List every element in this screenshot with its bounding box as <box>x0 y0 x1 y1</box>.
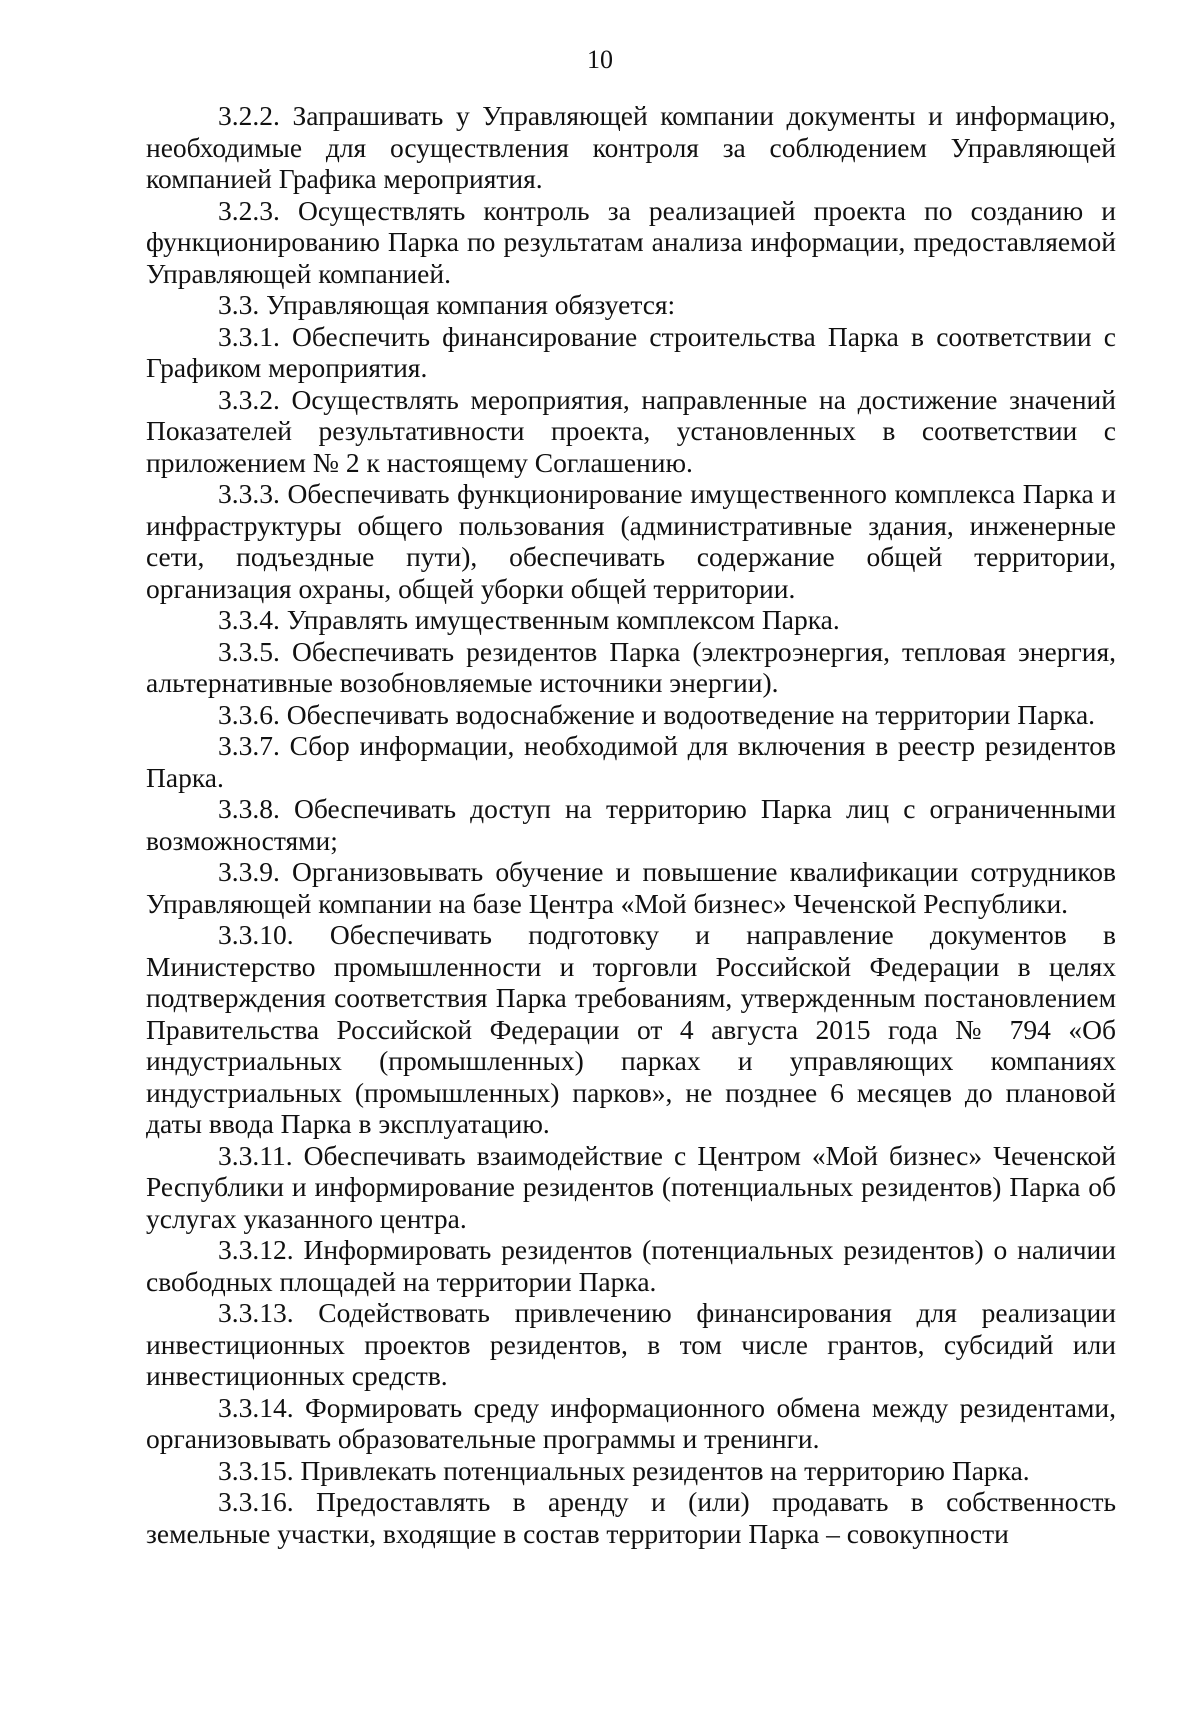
paragraph-3-3-8: 3.3.8. Обеспечивать доступ на территорию Парка лиц с ограниченными возможностями; <box>146 793 1116 856</box>
paragraph-3-3-2: 3.3.2. Осуществлять мероприятия, направленные на достижение значений Показателей результативности проекта, установленных в соответствии с приложением № 2 к настоящему Соглашению. <box>146 383 1116 478</box>
paragraph-3-3-13: 3.3.13. Содействовать привлечению финансирования для реализации инвестиционных проектов резидентов, в том числе грантов, субсидий или инвестиционных средств. <box>146 1297 1116 1391</box>
paragraph-3-3-4: 3.3.4. Управлять имущественным комплексом Парка. <box>218 604 840 635</box>
paragraph-3-3-5: 3.3.5. Обеспечивать резидентов Парка (электроэнергия, тепловая энергия, альтернативные возобновляемые источники энергии). <box>146 635 1116 698</box>
document-body <box>146 100 1116 1549</box>
paragraph-3-3-7: 3.3.7. Сбор информации, необходимой для включения в реестр резидентов Парка. <box>146 730 1116 793</box>
paragraph-3-2-2: 3.2.2. Запрашивать у Управляющей компании документы и информацию, необходимые для осуществления контроля за соблюдением Управляющей компанией Графика мероприятия. <box>146 100 1116 194</box>
paragraph-3-3-12: 3.3.12. Информировать резидентов (потенциальных резидентов) о наличии свободных площадей на территории Парка. <box>146 1234 1116 1297</box>
page-number: 10 <box>587 45 613 74</box>
paragraph-3-3-3: 3.3.3. Обеспечивать функционирование имущественного комплекса Парка и инфраструктуры общего пользования (административные здания, инженерные сети, подъездные пути), обеспечивать содержание общей территории, организация охраны, общей уборки общей территории. <box>146 478 1116 604</box>
paragraph-3-3-6: 3.3.6. Обеспечивать водоснабжение и водоотведение на территории Парка. <box>218 698 1096 730</box>
paragraph-3-3-9: 3.3.9. Организовывать обучение и повышение квалификации сотрудников Управляющей компании на базе Центра «Мой бизнес» Чеченской Республики. <box>146 856 1116 919</box>
paragraph-3-3-1: 3.3.1. Обеспечить финансирование строительства Парка в соответствии с Графиком мероприятия. <box>146 320 1116 383</box>
paragraph-3-2-3: 3.2.3. Осуществлять контроль за реализацией проекта по созданию и функционированию Парка по результатам анализа информации, предоставляемой Управляющей компанией. <box>146 194 1116 289</box>
paragraph-3-3-10: 3.3.10. Обеспечивать подготовку и направление документов в Министерство промышленности и торговли Российской Федерации в целях подтверждения соответствия Парка требованиям, утвержденным постановлением Правительства Российской Федерации от 4 августа 2015 года № 794 «Об индустриальных (промышленных) парках и управляющих компаниях индустриальных (промышленных) парков», не позднее 6 месяцев до плановой даты ввода Парка в эксплуатацию. <box>146 919 1116 1139</box>
paragraph-3-3: 3.3. Управляющая компания обязуется: <box>218 289 676 320</box>
paragraph-3-3-15: 3.3.15. Привлекать потенциальных резидентов на территорию Парка. <box>218 1454 1030 1486</box>
paragraph-3-3-14: 3.3.14. Формировать среду информационного обмена между резидентами, организовывать образовательные программы и тренинги. <box>146 1391 1116 1454</box>
paragraph-3-3-11: 3.3.11. Обеспечивать взаимодействие с Центром «Мой бизнес» Чеченской Республики и информирование резидентов (потенциальных резидентов) Парка об услугах указанного центра. <box>146 1139 1116 1234</box>
paragraph-3-3-16: 3.3.16. Предоставлять в аренду и (или) продавать в собственность земельные участки, входящие в состав территории Парка – совокупности <box>146 1486 1116 1549</box>
